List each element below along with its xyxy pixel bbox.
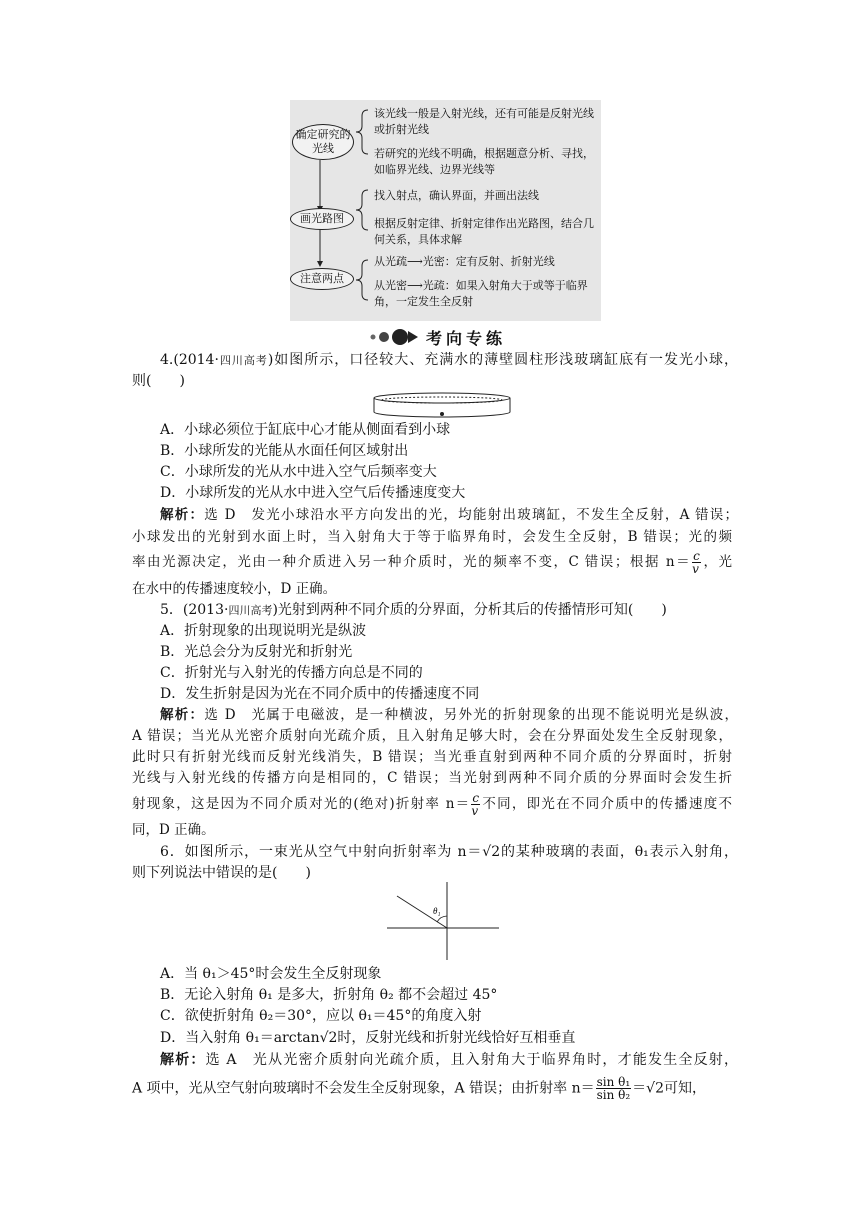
q4-option-a: A．小球必须位于缸底中心才能从侧面看到小球 [160, 422, 451, 438]
q5-option-b: B．光总会分为反射光和折射光 [160, 644, 353, 660]
q6-option-c: C．欲使折射角 θ₂＝30°，应以 θ₁＝45°的角度入射 [160, 1008, 482, 1024]
q4-stem [160, 350, 738, 371]
fraction-c-over-v [471, 792, 480, 817]
flow-node-study-ray: 确定研究的光线 [292, 124, 354, 160]
q4-stem-text: )如图所示，口径较大、充满水的薄壁圆柱形浅玻璃缸底有一发光小球， [267, 352, 738, 368]
solution-text: ，光 [701, 554, 732, 570]
q4-source: 四川高考 [218, 354, 268, 367]
solution-text: ＝√2可知， [632, 1080, 706, 1097]
q4-solution-line: 小球发出的光射到水面上时，当入射角大于等于临界角时，会发生全反射，B 错误；光的频 [132, 529, 732, 545]
q5-option-d: D．发生折射是因为光在不同介质中的传播速度不同 [160, 686, 480, 702]
flow-text: 若研究的光线不明确，根据题意分析、寻找，如临界光线、边界光线等 [374, 147, 594, 176]
q4-number: 4.(2014· [160, 352, 219, 368]
flow-text: 从光密⟶光疏：如果入射角大于或等于临界角，一定发生全反射 [374, 279, 588, 308]
q6-stem: 6．如图所示，一束光从空气中射向折射率为 n＝√2的某种玻璃的表面，θ₁表示入射角， [160, 844, 738, 860]
q4-solution-line: 在水中的传播速度较小，D 正确。 [132, 581, 337, 597]
fraction-c-over-v [692, 550, 701, 575]
flow-text: 该光线一般是入射光线，还有可能是反射光线或折射光线 [374, 107, 594, 136]
q4-option-b: B．小球所发的光能从水面任何区域射出 [160, 443, 409, 459]
flow-text: 根据反射定律、折射定律作出光路图，结合几何关系，具体求解 [374, 217, 594, 246]
q4-stem-end: 则( ) [132, 373, 185, 389]
fraction-denominator: sin θ₂ [596, 1088, 631, 1102]
fraction-sin-ratio [596, 1076, 632, 1101]
fraction-numerator: c [693, 549, 700, 563]
q5-number: 5．(2013· [160, 602, 229, 618]
q6-stem-end: 则下列说法中错误的是( ) [132, 865, 311, 881]
q5-option-c: C．折射光与入射光的传播方向总是不同的 [160, 665, 423, 681]
q5-option-a: A．折射现象的出现说明光是纵波 [160, 623, 367, 639]
solution-text: 选 D 光属于电磁波，是一种横波，另外光的折射现象的出现不能说明光是纵波， [204, 707, 738, 723]
q6-option-b: B．无论入射角 θ₁ 是多大，折射角 θ₂ 都不会超过 45° [160, 987, 498, 1003]
refraction-figure [385, 880, 501, 962]
flow-text: 从光疏⟶光密：定有反射、折射光线 [374, 255, 555, 268]
solution-text: 率由光源决定，光由一种介质进入另一种介质时，光的频率不变，C 错误；根据 n＝ [132, 554, 692, 570]
q5-stem-text: )光射到两种不同介质的分界面，分析其后的传播情形可知( ) [272, 602, 667, 618]
theta-label: θ₁ [433, 906, 441, 916]
q6-option-d: D．当入射角 θ₁＝arctan√2时，反射光线和折射光线恰好互相垂直 [160, 1030, 576, 1046]
solution-label: 解析： [160, 507, 205, 523]
banner-dots-icon [368, 326, 428, 348]
solution-text: 射现象，这是因为不同介质对光的(绝对)折射率 n＝ [132, 796, 471, 812]
solution-text: A 项中，光从空气射向玻璃时不会发生全反射现象，A 错误；由折射率 n＝ [132, 1080, 595, 1097]
q4-option-c: C．小球所发的光从水中进入空气后频率变大 [160, 464, 437, 480]
q5-solution-line: 此时只有折射光线而反射光线消失，B 错误；当光垂直射到两种不同介质的分界面时，折射 [132, 749, 732, 765]
section-banner [368, 326, 528, 348]
fraction-numerator: sin θ₁ [596, 1075, 631, 1089]
fraction-numerator: c [472, 791, 480, 805]
solution-text: 选 D 发光小球沿水平方向发出的光，均能射出玻璃缸，不发生全反射，A 错误； [204, 507, 738, 523]
q6-option-a: A．当 θ₁＞45°时会发生全反射现象 [160, 966, 382, 982]
q5-solution-line: 同，D 正确。 [132, 822, 215, 838]
q5-solution-line: A 错误；当光从光密介质射向光疏介质，且入射角足够大时，会在分界面处发生全反射现象， [132, 728, 732, 744]
solution-label: 解析： [160, 1052, 206, 1068]
q6-solution-line [132, 1076, 732, 1101]
q6-solution [160, 1050, 738, 1070]
q5-solution-line: 光线与入射光线的传播方向是相同的，C 错误；当光射到两种不同介质的分界面时会发生折 [132, 770, 732, 786]
flow-text: 找入射点，确认界面，并画出法线 [374, 189, 539, 202]
flow-node-draw-path: 画光路图 [290, 208, 354, 230]
q4-solution-line [132, 550, 732, 575]
flow-node-two-notes: 注意两点 [290, 268, 354, 290]
banner-title: 考向专练 [426, 329, 507, 348]
q4-option-d: D．小球所发的光从水中进入空气后传播速度变大 [160, 485, 466, 501]
q5-source: 四川高考 [228, 604, 273, 617]
solution-text: 选 A 光从光密介质射向光疏介质，且入射角大于临界角时，才能发生全反射， [205, 1052, 739, 1068]
q5-stem [160, 600, 667, 621]
solution-text: 不同，即光在不同介质中的传播速度不 [481, 796, 733, 812]
q4-solution [160, 505, 738, 525]
flowchart-figure [290, 100, 601, 321]
solution-label: 解析： [160, 707, 205, 723]
glass-tank-figure [370, 390, 514, 420]
fraction-denominator: v [471, 804, 479, 818]
q5-solution-line [132, 792, 732, 817]
q5-solution [160, 705, 738, 725]
fraction-denominator: v [692, 562, 699, 576]
